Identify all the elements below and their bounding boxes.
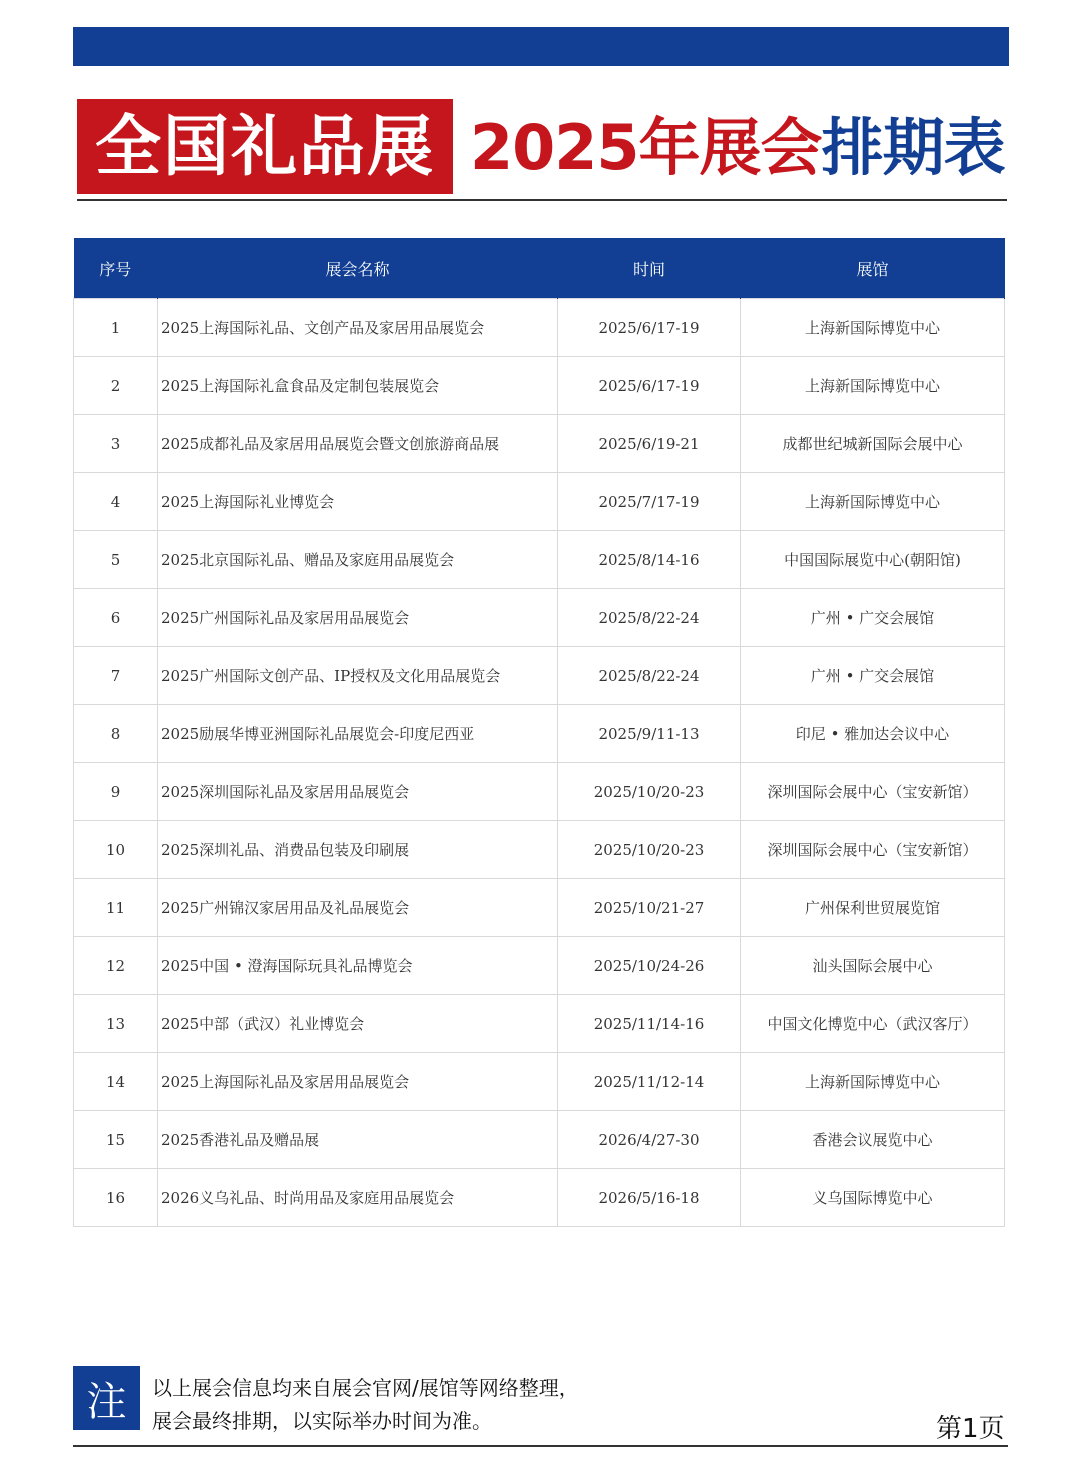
title-left: 全国礼品展 (95, 107, 435, 185)
cell-index: 9 (74, 763, 158, 821)
table-row (74, 763, 1005, 821)
table-row (74, 1053, 1005, 1111)
cell-index: 16 (74, 1169, 158, 1227)
table-row (74, 473, 1005, 531)
cell-date: 2025/11/14-16 (558, 995, 741, 1053)
cell-venue: 广州保利世贸展览馆 (741, 879, 1005, 937)
cell-venue: 香港会议展览中心 (741, 1111, 1005, 1169)
note-badge (73, 1366, 140, 1430)
table-row (74, 879, 1005, 937)
cell-date: 2025/7/17-19 (558, 473, 741, 531)
cell-index: 11 (74, 879, 158, 937)
cell-date: 2025/10/20-23 (558, 763, 741, 821)
table-row (74, 589, 1005, 647)
cell-venue: 成都世纪城新国际会展中心 (741, 415, 1005, 473)
cell-name: 2025广州锦汉家居用品及礼品展览会 (158, 879, 558, 937)
cell-venue: 深圳国际会展中心（宝安新馆） (741, 821, 1005, 879)
cell-date: 2025/8/22-24 (558, 647, 741, 705)
table-row (74, 1169, 1005, 1227)
cell-venue: 广州 • 广交会展馆 (741, 589, 1005, 647)
cell-index: 15 (74, 1111, 158, 1169)
title-badge (77, 99, 453, 194)
cell-venue: 中国文化博览中心（武汉客厅） (741, 995, 1005, 1053)
cell-venue: 印尼 • 雅加达会议中心 (741, 705, 1005, 763)
header-index: 序号 (74, 238, 158, 299)
cell-venue: 上海新国际博览中心 (741, 1053, 1005, 1111)
table-header-row (74, 238, 1005, 299)
cell-venue: 上海新国际博览中心 (741, 299, 1005, 357)
header-date: 时间 (558, 238, 741, 299)
cell-name: 2025北京国际礼品、赠品及家庭用品展览会 (158, 531, 558, 589)
table-row (74, 531, 1005, 589)
note-text (152, 1372, 579, 1438)
cell-venue: 汕头国际会展中心 (741, 937, 1005, 995)
cell-name: 2026义乌礼品、时尚用品及家庭用品展览会 (158, 1169, 558, 1227)
cell-name: 2025广州国际文创产品、IP授权及文化用品展览会 (158, 647, 558, 705)
bottom-divider (73, 1445, 1008, 1447)
table-row (74, 705, 1005, 763)
cell-name: 2025广州国际礼品及家居用品展览会 (158, 589, 558, 647)
cell-index: 13 (74, 995, 158, 1053)
cell-name: 2025深圳国际礼品及家居用品展览会 (158, 763, 558, 821)
cell-venue: 深圳国际会展中心（宝安新馆） (741, 763, 1005, 821)
cell-date: 2026/4/27-30 (558, 1111, 741, 1169)
cell-venue: 义乌国际博览中心 (741, 1169, 1005, 1227)
cell-venue: 中国国际展览中心(朝阳馆) (741, 531, 1005, 589)
cell-date: 2025/6/19-21 (558, 415, 741, 473)
table-row (74, 357, 1005, 415)
table-row (74, 937, 1005, 995)
cell-index: 7 (74, 647, 158, 705)
table-row (74, 995, 1005, 1053)
top-banner-bar (73, 27, 1009, 66)
title-divider (77, 199, 1007, 201)
header-venue: 展馆 (741, 238, 1005, 299)
note-badge-label: 注 (86, 1378, 127, 1425)
cell-date: 2026/5/16-18 (558, 1169, 741, 1227)
cell-index: 10 (74, 821, 158, 879)
table-row (74, 299, 1005, 357)
title-schedule-part: 排期表 (821, 111, 1005, 184)
cell-date: 2025/9/11-13 (558, 705, 741, 763)
cell-date: 2025/8/14-16 (558, 531, 741, 589)
cell-date: 2025/6/17-19 (558, 357, 741, 415)
exhibition-schedule-table (73, 238, 1005, 1227)
title-year-part: 2025年展会 (470, 111, 822, 184)
note-line-2: 展会最终排期，以实际举办时间为准。 (152, 1409, 492, 1433)
table-row (74, 647, 1005, 705)
cell-name: 2025上海国际礼品、文创产品及家居用品展览会 (158, 299, 558, 357)
cell-index: 8 (74, 705, 158, 763)
cell-name: 2025深圳礼品、消费品包装及印刷展 (158, 821, 558, 879)
cell-date: 2025/10/20-23 (558, 821, 741, 879)
table-row (74, 415, 1005, 473)
cell-venue: 上海新国际博览中心 (741, 357, 1005, 415)
cell-name: 2025上海国际礼品及家居用品展览会 (158, 1053, 558, 1111)
cell-name: 2025香港礼品及赠品展 (158, 1111, 558, 1169)
table-row (74, 821, 1005, 879)
header-name: 展会名称 (158, 238, 558, 299)
table-row (74, 1111, 1005, 1169)
cell-name: 2025上海国际礼业博览会 (158, 473, 558, 531)
cell-index: 3 (74, 415, 158, 473)
page-number: 第1页 (936, 1414, 1005, 1444)
cell-venue: 上海新国际博览中心 (741, 473, 1005, 531)
cell-venue: 广州 • 广交会展馆 (741, 647, 1005, 705)
cell-name: 2025上海国际礼盒食品及定制包装展览会 (158, 357, 558, 415)
cell-date: 2025/6/17-19 (558, 299, 741, 357)
cell-index: 14 (74, 1053, 158, 1111)
cell-date: 2025/8/22-24 (558, 589, 741, 647)
cell-name: 2025中国 • 澄海国际玩具礼品博览会 (158, 937, 558, 995)
note-line-1: 以上展会信息均来自展会官网/展馆等网络整理， (152, 1376, 579, 1400)
cell-name: 2025励展华博亚洲国际礼品展览会-印度尼西亚 (158, 705, 558, 763)
cell-index: 4 (74, 473, 158, 531)
cell-date: 2025/10/21-27 (558, 879, 741, 937)
cell-date: 2025/10/24-26 (558, 937, 741, 995)
cell-index: 5 (74, 531, 158, 589)
cell-index: 2 (74, 357, 158, 415)
cell-name: 2025中部（武汉）礼业博览会 (158, 995, 558, 1053)
cell-date: 2025/11/12-14 (558, 1053, 741, 1111)
cell-index: 1 (74, 299, 158, 357)
page-title (470, 108, 1005, 188)
cell-index: 6 (74, 589, 158, 647)
cell-index: 12 (74, 937, 158, 995)
cell-name: 2025成都礼品及家居用品展览会暨文创旅游商品展 (158, 415, 558, 473)
